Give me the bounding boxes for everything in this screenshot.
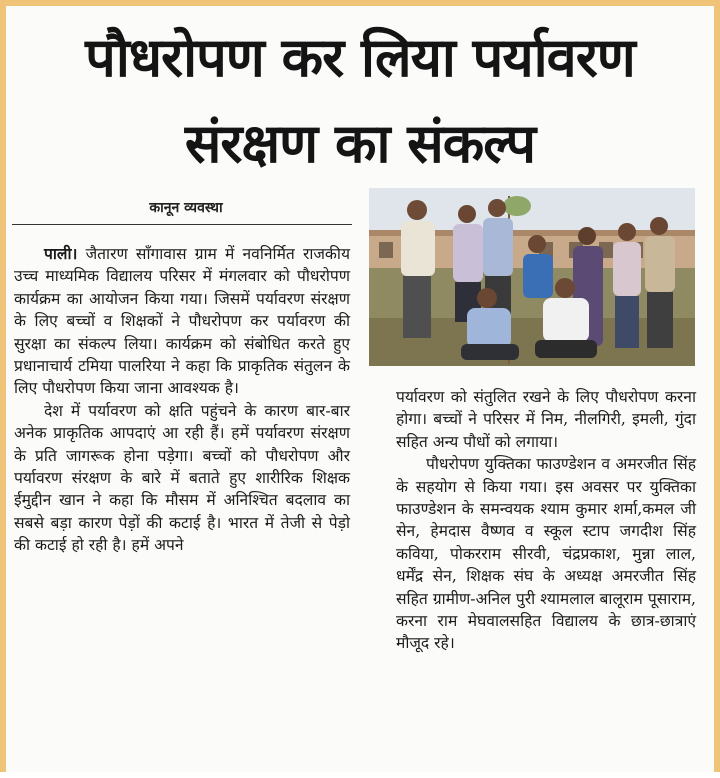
group-planting-photo-icon	[369, 188, 695, 366]
article-right-column	[396, 386, 696, 655]
headline-line-1: पौधरोपण कर लिया पर्यावरण	[85, 26, 635, 89]
article-paragraph-1-text: जैतारण साँगावास ग्राम में नवनिर्मित राजकीय उच्च माध्यमिक विद्यालय परिसर में मंगलवार को पौधरोपण कार्यक्रम का आयोजन किया गया। जिसमें पर्यावरण संरक्षण के लिए बच्चों व शिक्षकों ने पौधरोपण कर पर्यावरण की सुरक्षा का संकल्प लिया। कार्यक्रम को संबोधित करते हुए प्रधानाचार्य टमिया पालरिया ने कहा कि प्राकृतिक संतुलन के लिए पौधरोपण किया जाना आवश्यक है।	[14, 245, 350, 398]
article-paragraph-2: देश में पर्यावरण को क्षति पहुंचने के कारण बार-बार अनेक प्राकृतिक आपदाएं आ रही हैं। हमें पर्यावरण संरक्षण के प्रति जागरूक होना पड़ेगा। बच्चों को पौधरोपण और पर्यावरण संरक्षण के बारे में बताते हुए शारीरिक शिक्षक ईमुद्दीन खान ने कहा कि मौसम में अनिश्चित बदलाव का सबसे बड़ा कारण पेड़ों की कटाई है। भारत में तेजी से पेड़ो की कटाई हो रही है। हमें अपने	[14, 401, 350, 555]
article-paragraph-1	[14, 243, 350, 400]
byline: कानून व्यवस्था	[149, 200, 223, 216]
article-left-column	[14, 243, 350, 557]
group-planting-photo	[369, 188, 695, 366]
byline-rule	[12, 224, 352, 225]
article-paragraph-3: पर्यावरण को संतुलित रखने के लिए पौधरोपण करना होगा। बच्चों ने परिसर में निम, नीलगिरी, इमली, गुंदा सहित अन्य पौधों को लगाया।	[396, 388, 696, 451]
article-paragraph-4: पौधरोपण युक्तिका फाउण्डेशन व अमरजीत सिंह के सहयोग से किया गया। इस अवसर पर युक्तिका फाउण्डेशन के समन्वयक श्याम कुमार शर्मा,कमल जी सेन, हेमदास वैष्णव व स्कूल स्टाप जगदीश सिंह कविया, पोकरराम सीरवी, चंद्रप्रकाश, मुन्ना लाल, धर्मेंद्र सेन, शिक्षक संघ के अध्यक्ष अमरजीत सिंह सहित ग्रामीण-अनिल पुरी श्यामलाल बालूराम पूसाराम, करना राम मेघवालसहित विद्यालय के छात्र-छात्राएं मौजूद रहे।	[396, 455, 696, 653]
headline-line-2: संरक्षण का संकल्प	[184, 112, 536, 175]
dateline: पाली।	[44, 244, 78, 263]
